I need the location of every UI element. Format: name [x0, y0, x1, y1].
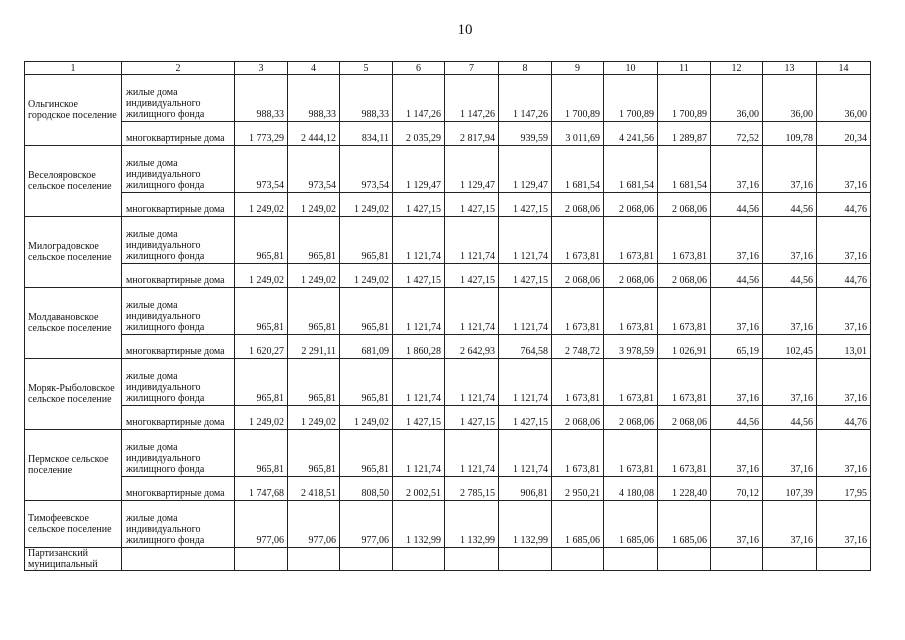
value-cell: 1 147,26 [499, 75, 552, 122]
column-header: 2 [122, 62, 235, 75]
value-cell: 1 147,26 [393, 75, 445, 122]
value-cell: 37,16 [763, 501, 817, 548]
column-header: 12 [711, 62, 763, 75]
value-cell: 973,54 [340, 146, 393, 193]
value-cell: 37,16 [711, 359, 763, 406]
empty-cell [288, 548, 340, 571]
value-cell: 37,16 [763, 146, 817, 193]
value-cell: 965,81 [340, 430, 393, 477]
housing-type: жилые дома индивидуального жилищного фонда [122, 359, 235, 406]
housing-type: жилые дома индивидуального жилищного фонда [122, 146, 235, 193]
value-cell: 44,56 [763, 193, 817, 217]
value-cell: 988,33 [340, 75, 393, 122]
value-cell: 1 673,81 [658, 217, 711, 264]
column-header: 14 [817, 62, 871, 75]
value-cell: 1 673,81 [552, 217, 604, 264]
housing-type: многоквартирные дома [122, 406, 235, 430]
value-cell: 1 249,02 [340, 264, 393, 288]
value-cell: 2 068,06 [552, 406, 604, 430]
value-cell: 72,52 [711, 122, 763, 146]
value-cell: 1 673,81 [604, 288, 658, 335]
value-cell: 37,16 [763, 430, 817, 477]
value-cell: 1 427,15 [393, 264, 445, 288]
value-cell: 36,00 [711, 75, 763, 122]
value-cell: 2 291,11 [288, 335, 340, 359]
value-cell: 1 427,15 [393, 193, 445, 217]
column-header: 6 [393, 62, 445, 75]
value-cell: 764,58 [499, 335, 552, 359]
value-cell: 2 817,94 [445, 122, 499, 146]
column-header: 5 [340, 62, 393, 75]
value-cell: 1 673,81 [604, 359, 658, 406]
value-cell: 37,16 [817, 501, 871, 548]
value-cell: 36,00 [763, 75, 817, 122]
value-cell: 988,33 [235, 75, 288, 122]
value-cell: 13,01 [817, 335, 871, 359]
housing-type: многоквартирные дома [122, 193, 235, 217]
column-header: 3 [235, 62, 288, 75]
value-cell: 2 068,06 [658, 406, 711, 430]
value-cell: 1 132,99 [393, 501, 445, 548]
value-cell: 107,39 [763, 477, 817, 501]
housing-type: многоквартирные дома [122, 335, 235, 359]
value-cell: 1 121,74 [393, 430, 445, 477]
table-body [25, 62, 871, 571]
value-cell: 2 068,06 [604, 193, 658, 217]
value-cell: 1 121,74 [499, 430, 552, 477]
value-cell: 2 444,12 [288, 122, 340, 146]
value-cell: 906,81 [499, 477, 552, 501]
value-cell: 37,16 [817, 288, 871, 335]
value-cell: 965,81 [288, 288, 340, 335]
value-cell: 44,56 [711, 264, 763, 288]
value-cell: 37,16 [817, 430, 871, 477]
value-cell: 37,16 [763, 217, 817, 264]
column-header: 9 [552, 62, 604, 75]
column-header: 7 [445, 62, 499, 75]
table-row [25, 122, 871, 146]
value-cell: 973,54 [288, 146, 340, 193]
settlement-name: Молдавановское сельское поселение [25, 288, 122, 359]
value-cell: 70,12 [711, 477, 763, 501]
settlement-name: Ольгинское городское поселение [25, 75, 122, 146]
value-cell: 1 121,74 [445, 217, 499, 264]
empty-cell [604, 548, 658, 571]
empty-cell [499, 548, 552, 571]
column-header: 13 [763, 62, 817, 75]
column-header: 1 [25, 62, 122, 75]
value-cell: 37,16 [817, 217, 871, 264]
table-row [25, 406, 871, 430]
settlement-name: Партизанский муниципальный [25, 548, 122, 571]
value-cell: 1 427,15 [445, 264, 499, 288]
value-cell: 965,81 [235, 217, 288, 264]
column-header: 10 [604, 62, 658, 75]
value-cell: 1 026,91 [658, 335, 711, 359]
value-cell: 1 620,27 [235, 335, 288, 359]
value-cell: 939,59 [499, 122, 552, 146]
value-cell: 1 673,81 [604, 430, 658, 477]
table-row [25, 359, 871, 406]
housing-type: жилые дома индивидуального жилищного фонда [122, 430, 235, 477]
value-cell: 44,76 [817, 264, 871, 288]
value-cell: 2 068,06 [552, 193, 604, 217]
value-cell: 3 978,59 [604, 335, 658, 359]
value-cell: 1 121,74 [499, 217, 552, 264]
value-cell: 37,16 [763, 359, 817, 406]
empty-cell [658, 548, 711, 571]
housing-type: многоквартирные дома [122, 122, 235, 146]
housing-type: жилые дома индивидуального жилищного фонда [122, 288, 235, 335]
value-cell: 17,95 [817, 477, 871, 501]
value-cell: 1 249,02 [288, 193, 340, 217]
value-cell: 965,81 [288, 359, 340, 406]
value-cell: 44,56 [763, 264, 817, 288]
value-cell: 37,16 [711, 501, 763, 548]
value-cell: 1 427,15 [445, 406, 499, 430]
table-row [25, 477, 871, 501]
table-row [25, 75, 871, 122]
value-cell: 3 011,69 [552, 122, 604, 146]
value-cell: 1 121,74 [393, 217, 445, 264]
column-header: 8 [499, 62, 552, 75]
table-row [25, 548, 871, 571]
empty-cell [552, 548, 604, 571]
value-cell: 965,81 [340, 217, 393, 264]
settlement-name: Пермское сельское поселение [25, 430, 122, 501]
value-cell: 65,19 [711, 335, 763, 359]
value-cell: 1 427,15 [499, 193, 552, 217]
value-cell: 2 068,06 [604, 406, 658, 430]
empty-cell [235, 548, 288, 571]
value-cell: 2 642,93 [445, 335, 499, 359]
empty-cell [340, 548, 393, 571]
value-cell: 2 785,15 [445, 477, 499, 501]
value-cell: 1 681,54 [658, 146, 711, 193]
value-cell: 1 673,81 [552, 288, 604, 335]
housing-type: многоквартирные дома [122, 264, 235, 288]
value-cell: 36,00 [817, 75, 871, 122]
value-cell: 4 180,08 [604, 477, 658, 501]
value-cell: 1 700,89 [604, 75, 658, 122]
empty-cell [763, 548, 817, 571]
value-cell: 1 700,89 [552, 75, 604, 122]
value-cell: 37,16 [711, 217, 763, 264]
value-cell: 973,54 [235, 146, 288, 193]
value-cell: 1 121,74 [445, 430, 499, 477]
value-cell: 2 035,29 [393, 122, 445, 146]
value-cell: 965,81 [340, 288, 393, 335]
value-cell: 44,56 [711, 406, 763, 430]
value-cell: 965,81 [288, 430, 340, 477]
value-cell: 4 241,56 [604, 122, 658, 146]
value-cell: 1 747,68 [235, 477, 288, 501]
value-cell: 2 002,51 [393, 477, 445, 501]
value-cell: 1 121,74 [445, 359, 499, 406]
empty-cell [393, 548, 445, 571]
value-cell: 1 249,02 [340, 193, 393, 217]
value-cell: 37,16 [817, 146, 871, 193]
value-cell: 1 249,02 [235, 406, 288, 430]
value-cell: 44,76 [817, 193, 871, 217]
value-cell: 2 068,06 [604, 264, 658, 288]
housing-type: многоквартирные дома [122, 477, 235, 501]
value-cell: 834,11 [340, 122, 393, 146]
value-cell: 1 147,26 [445, 75, 499, 122]
value-cell: 2 748,72 [552, 335, 604, 359]
housing-type: жилые дома индивидуального жилищного фонда [122, 501, 235, 548]
value-cell: 37,16 [763, 288, 817, 335]
value-cell: 965,81 [235, 288, 288, 335]
value-cell: 1 673,81 [552, 359, 604, 406]
value-cell: 965,81 [288, 217, 340, 264]
table-row [25, 335, 871, 359]
value-cell: 1 427,15 [499, 406, 552, 430]
value-cell: 37,16 [817, 359, 871, 406]
value-cell: 1 860,28 [393, 335, 445, 359]
value-cell: 1 681,54 [552, 146, 604, 193]
value-cell: 965,81 [235, 359, 288, 406]
empty-cell [122, 548, 235, 571]
value-cell: 1 132,99 [445, 501, 499, 548]
value-cell: 1 121,74 [499, 359, 552, 406]
tariff-table [24, 61, 871, 571]
value-cell: 1 129,47 [393, 146, 445, 193]
value-cell: 44,56 [711, 193, 763, 217]
value-cell: 1 673,81 [552, 430, 604, 477]
value-cell: 37,16 [711, 288, 763, 335]
table-row [25, 264, 871, 288]
table-row [25, 146, 871, 193]
value-cell: 102,45 [763, 335, 817, 359]
value-cell: 1 773,29 [235, 122, 288, 146]
value-cell: 1 228,40 [658, 477, 711, 501]
table-row [25, 217, 871, 264]
page-number: 10 [457, 22, 473, 38]
value-cell: 1 685,06 [604, 501, 658, 548]
value-cell: 1 427,15 [393, 406, 445, 430]
header-row [25, 62, 871, 75]
housing-type: жилые дома индивидуального жилищного фонда [122, 75, 235, 122]
empty-cell [711, 548, 763, 571]
value-cell: 1 249,02 [235, 264, 288, 288]
value-cell: 1 121,74 [393, 288, 445, 335]
value-cell: 1 249,02 [288, 264, 340, 288]
column-header: 4 [288, 62, 340, 75]
value-cell: 1 249,02 [235, 193, 288, 217]
value-cell: 1 129,47 [499, 146, 552, 193]
value-cell: 1 121,74 [499, 288, 552, 335]
settlement-name: Милоградовское сельское поселение [25, 217, 122, 288]
value-cell: 1 427,15 [499, 264, 552, 288]
value-cell: 988,33 [288, 75, 340, 122]
value-cell: 2 950,21 [552, 477, 604, 501]
settlement-name: Тимофеевское сельское поселение [25, 501, 122, 548]
value-cell: 1 681,54 [604, 146, 658, 193]
value-cell: 44,56 [763, 406, 817, 430]
value-cell: 2 068,06 [658, 264, 711, 288]
value-cell: 1 673,81 [658, 288, 711, 335]
settlement-name: Веселояровское сельское поселение [25, 146, 122, 217]
value-cell: 1 427,15 [445, 193, 499, 217]
settlement-name: Моряк-Рыболовское сельское поселение [25, 359, 122, 430]
table-row [25, 430, 871, 477]
empty-cell [817, 548, 871, 571]
value-cell: 1 673,81 [658, 359, 711, 406]
value-cell: 681,09 [340, 335, 393, 359]
value-cell: 977,06 [288, 501, 340, 548]
value-cell: 1 121,74 [445, 288, 499, 335]
value-cell: 2 068,06 [658, 193, 711, 217]
value-cell: 109,78 [763, 122, 817, 146]
value-cell: 1 700,89 [658, 75, 711, 122]
value-cell: 20,34 [817, 122, 871, 146]
value-cell: 37,16 [711, 146, 763, 193]
value-cell: 965,81 [235, 430, 288, 477]
value-cell: 1 129,47 [445, 146, 499, 193]
value-cell: 965,81 [340, 359, 393, 406]
value-cell: 1 121,74 [393, 359, 445, 406]
value-cell: 1 249,02 [288, 406, 340, 430]
table-row [25, 501, 871, 548]
value-cell: 37,16 [711, 430, 763, 477]
value-cell: 977,06 [235, 501, 288, 548]
value-cell: 977,06 [340, 501, 393, 548]
table-row [25, 193, 871, 217]
value-cell: 1 685,06 [658, 501, 711, 548]
value-cell: 2 068,06 [552, 264, 604, 288]
value-cell: 1 673,81 [604, 217, 658, 264]
value-cell: 808,50 [340, 477, 393, 501]
value-cell: 1 685,06 [552, 501, 604, 548]
housing-type: жилые дома индивидуального жилищного фонда [122, 217, 235, 264]
empty-cell [445, 548, 499, 571]
table-row [25, 288, 871, 335]
value-cell: 1 289,87 [658, 122, 711, 146]
value-cell: 1 673,81 [658, 430, 711, 477]
value-cell: 1 132,99 [499, 501, 552, 548]
value-cell: 2 418,51 [288, 477, 340, 501]
column-header: 11 [658, 62, 711, 75]
value-cell: 44,76 [817, 406, 871, 430]
value-cell: 1 249,02 [340, 406, 393, 430]
